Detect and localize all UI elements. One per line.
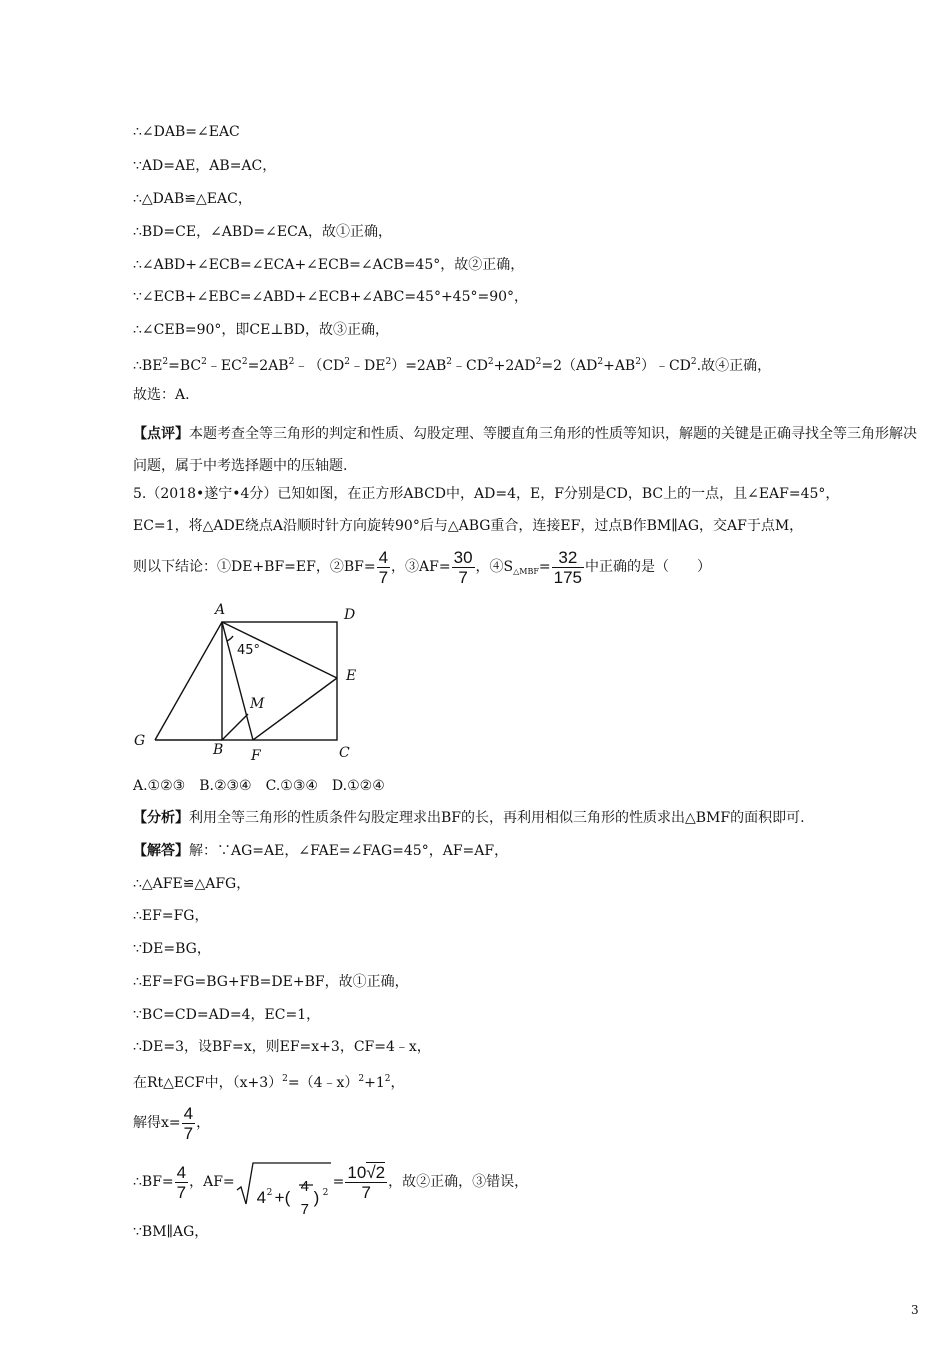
question-5-line-1: 5.（2018•遂宁•4分）已知如图，在正方形ABCD中，AD=4，E，F分别是CD，BC上的一点，且∠EAF=45°， <box>133 486 840 502</box>
square-root: 4 2 +( 4 7 ) 2 <box>235 1158 333 1206</box>
text-line: ∵DE=BG， <box>133 941 211 957</box>
text-line: ∴△DAB≌△EAC， <box>133 191 252 207</box>
comment-paragraph: 【点评】本题考查全等三角形的判定和性质、勾股定理、等腰直角三角形的性质等知识，解题的关键是正确寻找全等三角形解决问题，属于中考选择题中的压轴题. <box>133 426 917 474</box>
fraction-4-7: $\frac{4}{7}$ <box>378 547 389 587</box>
label-a: A <box>215 602 226 618</box>
fraction-32-175: $\frac{32}{175}$ <box>553 547 583 587</box>
solve-line: 解得x= $\frac{4}{7}$ ， <box>133 1103 211 1143</box>
label-e: E <box>346 668 357 684</box>
analysis-line: 【分析】利用全等三角形的性质条件勾股定理求出BF的长，再利用相似三角形的性质求出△BMF的面积即可. <box>133 810 805 826</box>
text-line: ∴∠DAB=∠EAC <box>133 124 240 140</box>
fraction-4-7: $\frac{4}{7}$ <box>183 1103 194 1143</box>
text-line: ∴∠ABD+∠ECB=∠ECA+∠ECB=∠ACB=45°，故②正确， <box>133 257 525 273</box>
segment-fe <box>253 678 337 740</box>
question-5-line-3: 则以下结论：①DE+BF=EF，②BF= $\frac{4}{7}$ ，③AF= $\frac{30}{7}$ ，$④S_{\triangle MBF}=$ $\frac{32}{175}$ 中正确的是（ ） <box>133 547 712 587</box>
question-5-line-2: EC=1，将△ADE绕点A沿顺时针方向旋转90°后与△ABG重合，连接EF，过点B作BM∥AG，交AF于点M， <box>133 518 804 534</box>
geometry-figure <box>130 600 370 765</box>
text-line: 故选：A. <box>133 387 190 403</box>
text-line: ∴DE=3，设BF=x，则EF=x+3，CF=4﹣x， <box>133 1039 431 1055</box>
segment-ag <box>155 622 222 740</box>
label-g: G <box>134 733 146 749</box>
label-c: C <box>339 745 350 761</box>
text-line: ∴EF=FG=BG+FB=DE+BF，故①正确， <box>133 974 409 990</box>
label-d: D <box>344 607 356 623</box>
angle-label: 45° <box>237 643 261 658</box>
page-number: 3 <box>911 1303 919 1317</box>
angle-arc <box>227 636 233 641</box>
label-f: F <box>251 748 261 764</box>
fraction-30-7: $\frac{30}{7}$ <box>453 547 473 587</box>
text-line: ∴BD=CE，∠ABD=∠ECA，故①正确， <box>133 224 392 240</box>
fraction-10root2-7: $\frac{10√2}{7}$ <box>347 1163 386 1202</box>
af-equation-line: ∴BF= $\frac{4}{7}$ ，AF= 4 2 +( 4 7 ) 2 = $\frac{10√2}{7}$ ，故②正确，③错误， <box>133 1156 528 1208</box>
solution-line: 【解答】解：∵AG=AE，∠FAE=∠FAG=45°，AF=AF， <box>133 843 509 859</box>
label-b: B <box>213 742 224 758</box>
fraction-4-7: $\frac{4}{7}$ <box>176 1162 187 1202</box>
segment-af <box>222 622 253 740</box>
segment-bm <box>222 714 248 740</box>
text-line: ∵BM∥AG， <box>133 1224 209 1240</box>
text-line: ∴∠CEB=90°，即CE⊥BD，故③正确， <box>133 322 390 338</box>
text-line: ∵BC=CD=AD=4，EC=1， <box>133 1007 321 1023</box>
equation-line: $\therefore BE^2=BC^2﹣EC^2=2AB^2﹣(CD^2﹣DE^2)=2AB^2﹣CD^2+2AD^2=2(AD^2+AB^2)﹣CD^2$.故④正确， <box>133 357 772 374</box>
label-m: M <box>250 696 265 712</box>
text-line: ∵∠ECB+∠EBC=∠ABD+∠ECB+∠ABC=45°+45°=90°， <box>133 289 529 305</box>
equation-line: 在Rt△ECF中，$(x+3)^2=(4﹣x)^2+1^2$， <box>133 1074 405 1091</box>
answer-options: A.①②③ B.②③④ C.①③④ D.①②④ <box>133 778 385 794</box>
text-line: ∵AD=AE，AB=AC， <box>133 158 277 174</box>
text-line: ∴△AFE≌△AFG， <box>133 876 251 892</box>
text-line: ∴EF=FG， <box>133 908 209 924</box>
